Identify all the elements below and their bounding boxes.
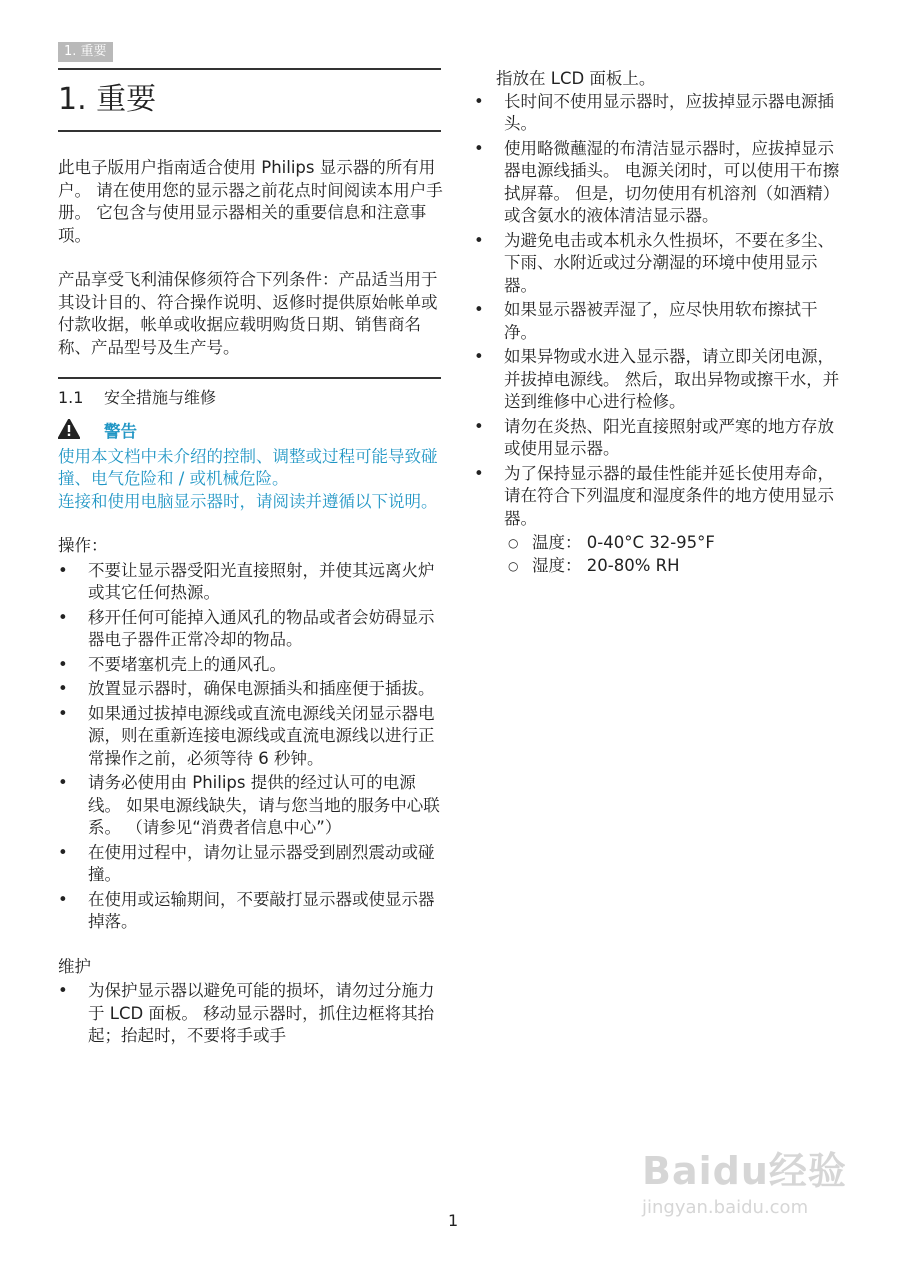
warning-triangle-icon (58, 419, 80, 446)
operation-heading: 操作： (58, 536, 108, 555)
section-heading (58, 387, 444, 409)
chapter-tab: 1. 重要 (58, 42, 113, 62)
baidu-watermark (642, 1140, 847, 1218)
list-item: • 如果通过拔掉电源线或直流电源线关闭显示器电源，则在重新连接电源线或直流电源线以进行正常操作之前，必须等待 6 秒钟。 (58, 703, 435, 768)
right-column (474, 68, 850, 577)
conditions-list (474, 532, 850, 577)
list-item: • 使用略微蘸湿的布清洁显示器时，应拔掉显示器电源线插头。 电源关闭时，可以使用干布擦拭屏幕。 但是，切勿使用有机溶剂（如酒精）或含氨水的液体清洁显示器。 (474, 138, 840, 225)
list-item: • 如果显示器被弄湿了，应尽快用软布擦拭干净。 (474, 300, 818, 342)
list-item: • 在使用或运输期间，不要敲打显示器或使显示器掉落。 (58, 889, 435, 931)
title-bottom-rule (58, 130, 441, 132)
section-title: 安全措施与维修 (104, 388, 217, 407)
page-number: 1 (448, 1211, 459, 1230)
list-item: • 在使用过程中，请勿让显示器受到剧烈震动或碰撞。 (58, 842, 435, 884)
intro-paragraph-2: 产品享受飞利浦保修须符合下列条件：产品适当用于其设计目的、符合操作说明、返修时提供原始帐单或付款收据，帐单或收据应载明购货日期、销售商名称、产品型号及生产号。 (58, 270, 438, 357)
maintenance-list-start (58, 980, 444, 1048)
list-item: • 放置显示器时，确保电源插头和插座便于插拔。 (58, 679, 435, 698)
list-item: • 请勿在炎热、阳光直接照射或严寒的地方存放或使用显示器。 (474, 416, 834, 458)
intro-paragraph-1: 此电子版用户指南适合使用 Philips 显示器的所有用户。 请在使用您的显示器之前花点时间阅读本用户手册。 它包含与使用显示器相关的重要信息和注意事项。 (58, 158, 443, 245)
title-top-rule (58, 68, 441, 70)
list-item: • 长时间不使用显示器时，应拔掉显示器电源插头。 (474, 91, 834, 133)
section-rule (58, 377, 441, 379)
maintenance-continuation: 指放在 LCD 面板上。 (496, 69, 656, 88)
list-item: • 为保护显示器以避免可能的损坏，请勿过分施力于 LCD 面板。 移动显示器时，抓住边框将其抬起；抬起时，不要将手或手 (58, 981, 435, 1045)
list-item: • 移开任何可能掉入通风孔的物品或者会妨碍显示器电子器件正常冷却的物品。 (58, 607, 435, 649)
list-item: • 为了保持显示器的最佳性能并延长使用寿命，请在符合下列温度和湿度条件的地方使用显示器。 (474, 463, 834, 528)
watermark-url: jingyan.baidu.com (642, 1197, 809, 1218)
maintenance-heading: 维护 (58, 956, 91, 976)
left-column (58, 157, 444, 1050)
warning-heading (58, 419, 444, 446)
list-item: • 不要堵塞机壳上的通风孔。 (58, 654, 286, 674)
operation-list (58, 560, 444, 934)
warning-text-1: 使用本文档中未介绍的控制、调整或过程可能导致碰撞、电气危险和 / 或机械危险。 (58, 446, 438, 488)
list-item: ○ 湿度： 20-80% RH (508, 555, 680, 575)
list-item: ○ 温度： 0-40°C 32-95°F (508, 533, 715, 552)
section-number: 1.1 (58, 388, 84, 407)
maintenance-list (474, 91, 850, 531)
list-item: • 不要让显示器受阳光直接照射，并使其远离火炉或其它任何热源。 (58, 560, 435, 602)
list-item: • 如果异物或水进入显示器，请立即关闭电源，并拔掉电源线。 然后，取出异物或擦干水，并送到维修中心进行检修。 (474, 347, 840, 411)
page-title: 1. 重要 (58, 82, 157, 117)
warning-text-2: 连接和使用电脑显示器时，请阅读并遵循以下说明。 (58, 491, 438, 511)
watermark-logo: Baidu经验 (642, 1149, 847, 1193)
list-item: • 请务必使用由 Philips 提供的经过认可的电源线。 如果电源线缺失，请与您当地的服务中心联系。 （请参见“消费者信息中心”） (58, 773, 440, 837)
warning-title: 警告 (104, 422, 137, 441)
list-item: • 为避免电击或本机永久性损坏，不要在多尘、下雨、水附近或过分潮湿的环境中使用显示器。 (474, 230, 834, 295)
